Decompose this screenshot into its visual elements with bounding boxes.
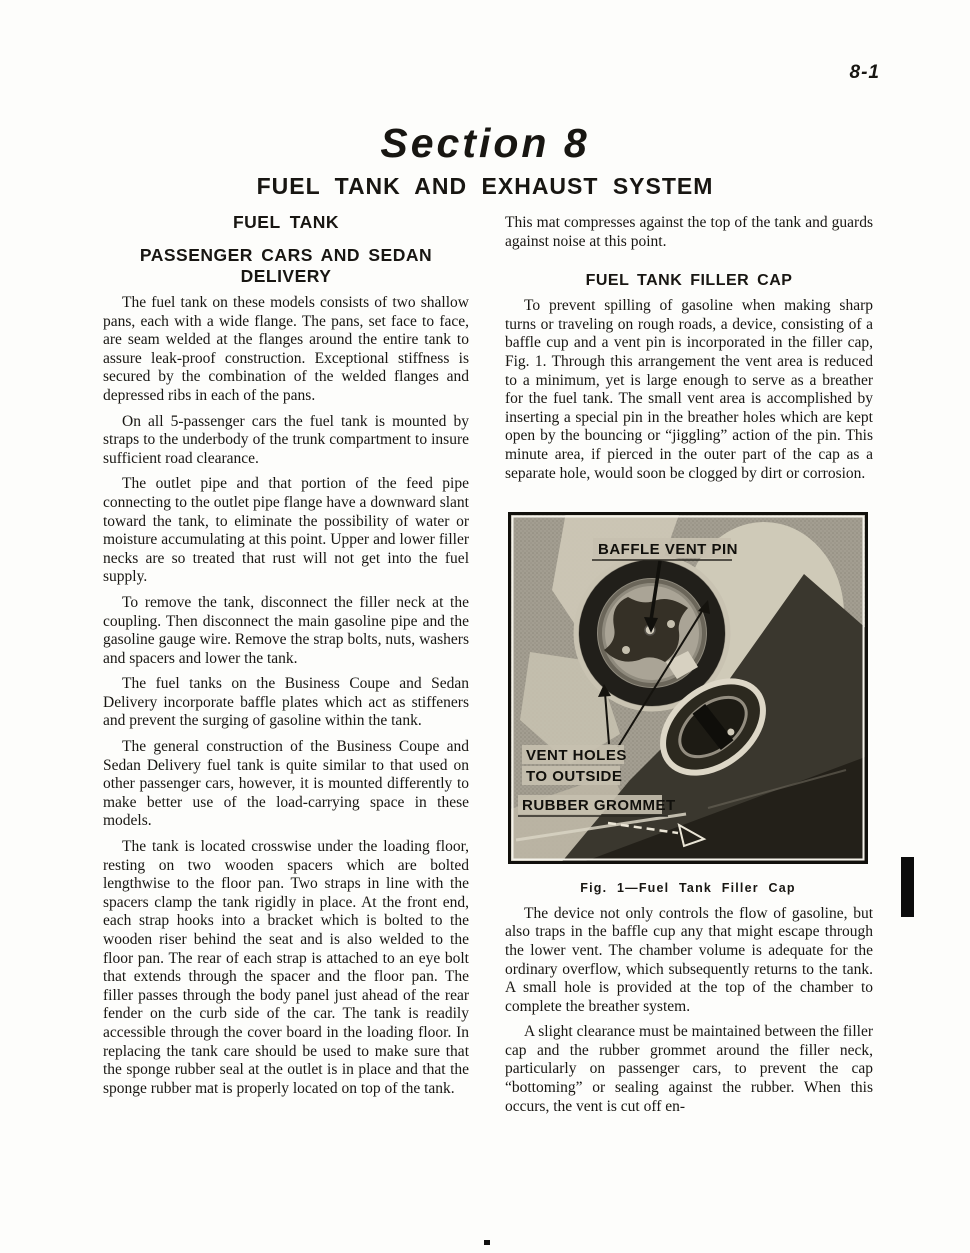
vent-holes-label-line1: VENT HOLES [526,747,627,765]
paragraph: The general construction of the Business Coupe and Sedan Delivery fuel tank is quite similar to that used on other passenger cars, however, it is mounted differently to make better use of the load-carrying space in these models. [103,738,469,830]
fuel-tank-heading: FUEL TANK [232,212,340,232]
vent-holes-label-line2: TO OUTSIDE [526,768,623,786]
paragraph: To remove the tank, disconnect the filler neck at the coupling. Then disconnect the main gasoline pipe and the gasoline gauge wire. Remove the strap bolts, nuts, washers and spacers and lower the tank. [103,593,469,667]
paragraph: The fuel tank on these models consists of two shallow pans, each with a wide flange. The pans, set face to face, are seam welded at the flanges around the entire tank to assure leak-proof construction. Exceptional stiffness is secured by the combination of the welded flanges and depressed ribs in each of the pans. [103,294,469,404]
figure-caption: Fig. 1—Fuel Tank Filler Cap [580,881,796,896]
paragraph: On all 5-passenger cars the fuel tank is mounted by straps to the underbody of the trunk compartment to insure sufficient road clearance. [103,412,469,467]
section-subtitle: FUEL TANK AND EXHAUST SYSTEM [256,173,714,199]
paragraph: The tank is located crosswise under the loading floor, resting on two wooden spacers which are bolted lengthwise to the floor pan. Two straps in line with the spacers clamp the tank rigidly in place. At the front end, each strap hooks into a bracket which is bolted to the wooden riser behind the seat and is also welded to the floor pan. The rear of each strap is attached to an eye bolt that extends through the spacer and the floor pan. The filler passes through the body panel just ahead of the rear fender on the curb side of the car. The tank is readily accessible through the cover board in the loading floor. In replacing the tank care should be used to make sure that the sponge rubber seal at the outlet is in place and that the sponge rubber mat is properly located on top of the tank. [103,838,469,1097]
page-footer-dot [484,1240,490,1245]
paragraph: The device not only controls the flow of gasoline, but also traps in the baffle cup any that might escape through the lower vent. The chamber volume is adequate for the ordinary overflow, which subsequently returns to the tank. A small hole is provided at the top of the chamber to complete the breather system. [505,904,873,1015]
continuation-paragraph: This mat compresses against the top of the tank and guards against noise at this point. [505,214,873,250]
page-number: 8-1 [849,62,880,83]
revision-bar [901,857,914,917]
section-title: Section 8 [380,120,590,166]
passenger-cars-heading: PASSENGER CARS AND SEDAN DELIVERY [139,245,433,286]
figure-1 [508,512,868,864]
paragraph: The fuel tanks on the Business Coupe and Sedan Delivery incorporate baffle plates which act as stiffeners and prevent the surging of gasoline within the tank. [103,675,469,730]
paragraph: A slight clearance must be maintained between the filler cap and the rubber grommet around the filler neck, particularly on passenger cars, to prevent the cap “bottoming” or sealing against the rubber. When this occurs, the vent is cut off en- [505,1023,873,1115]
rubber-grommet-label: RUBBER GROMMET [522,797,676,815]
baffle-vent-pin-label: BAFFLE VENT PIN [598,541,739,559]
filler-cap-heading: FUEL TANK FILLER CAP [585,272,793,290]
paragraph: The outlet pipe and that portion of the feed pipe connecting to the outlet pipe flange have a downward slant toward the tank, to eliminate the possibility of water or moisture accumulating at this point. Upper and lower filler necks are so treated that rust will not get into the fuel supply. [103,475,469,586]
right-column [505,214,873,1116]
filler-cap-photo [508,512,868,864]
paragraph: To prevent spilling of gasoline when making sharp turns or traveling on rough roads, a device, consisting of a baffle cup and a vent pin is incorporated in the filler cap, Fig. 1. Through this arrangement the vent area is reduced to a minimum, yet is large enough to serve as a breather for the fuel tank. The small vent area is accomplished by inserting a special pin in the breather holes which are kept open by the bouncing or “jiggling” action of the pin. This minute area, if pierced in the outer part of the cap as a separate hole, would soon be clogged by dirt or corrosion. [505,297,873,482]
left-column [103,212,469,1098]
